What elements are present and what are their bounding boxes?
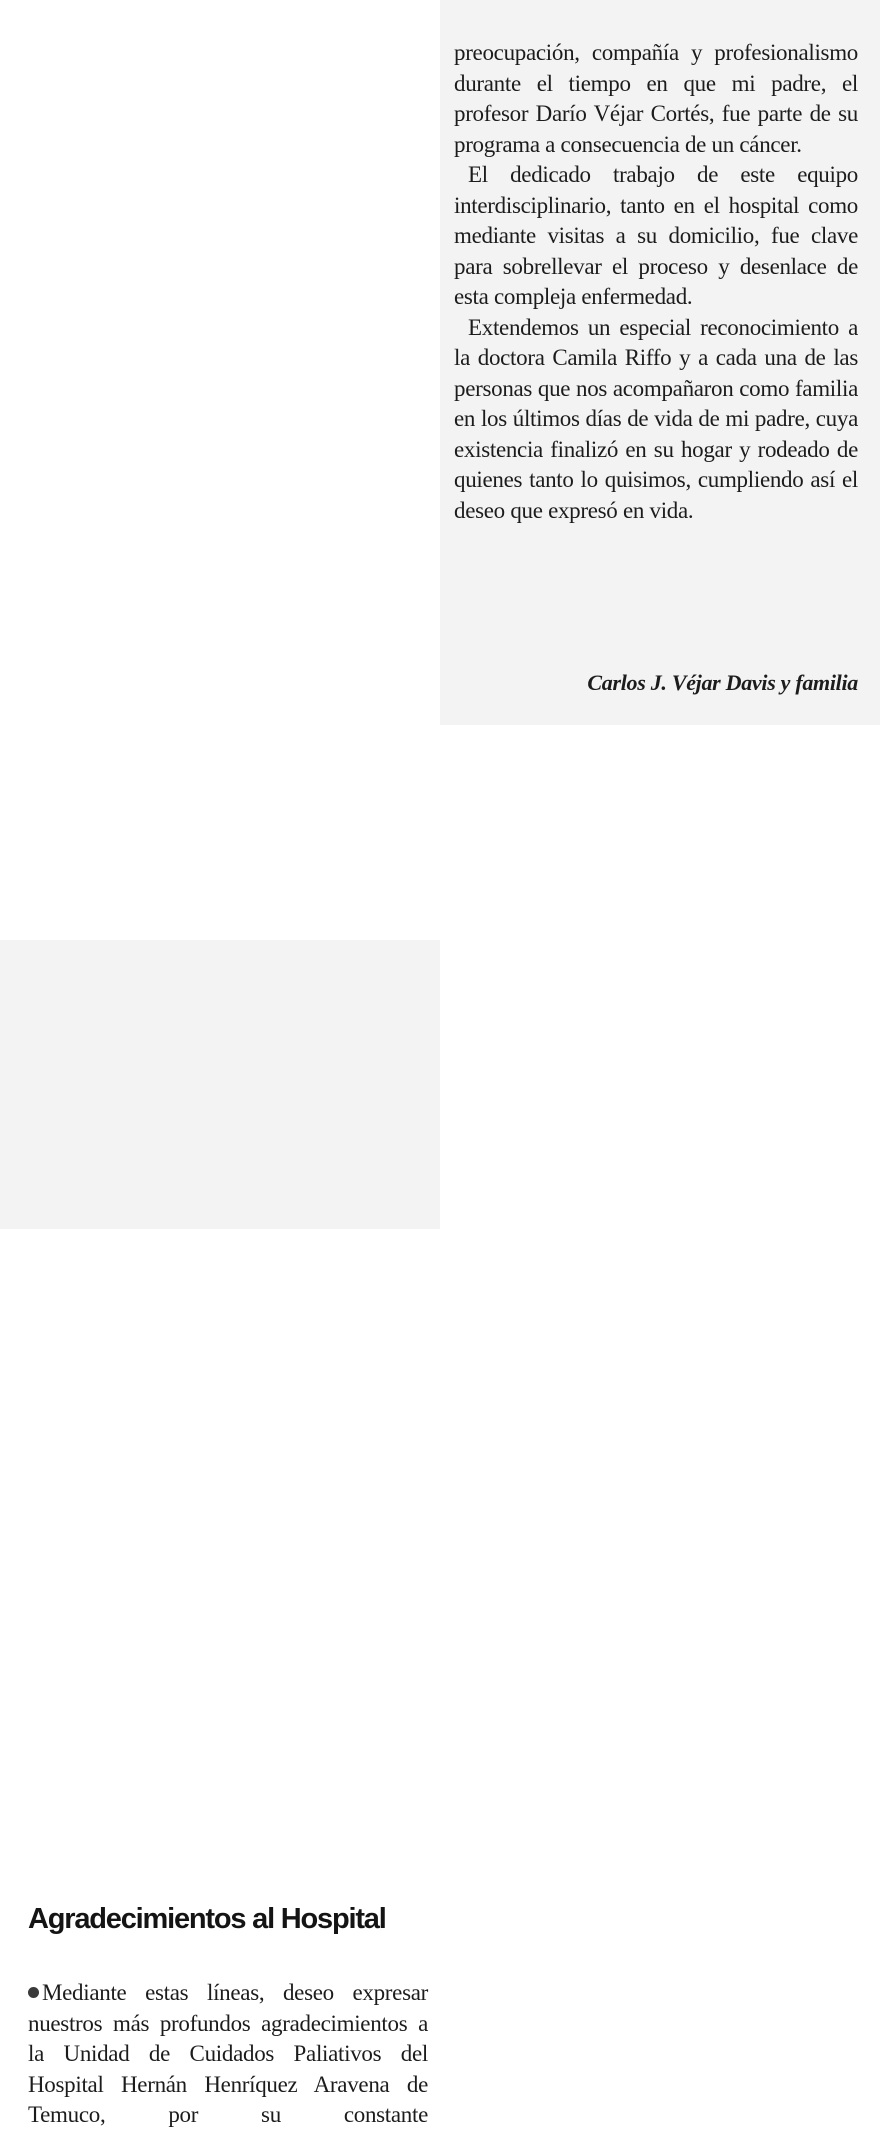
letter-intro-paragraph xyxy=(28,1978,428,2131)
letter-body xyxy=(454,38,858,526)
letter-intro-text: Mediante estas líneas, deseo expresar nuestros más profundos agradecimientos a la Unidad de Cuidados Paliativos del Hospital Hernán Henríquez Aravena de Temuco, por su constante xyxy=(28,1980,428,2127)
letter-signature: Carlos J. Véjar Davis y familia xyxy=(587,670,858,695)
letter-start-column xyxy=(0,940,440,2127)
letter-headline: Agradecimientos al Hospital xyxy=(28,1903,386,1935)
bullet-icon xyxy=(28,1987,39,1998)
letter-intro xyxy=(28,1978,428,2131)
letter-paragraph-1: preocupación, compañía y profesionalismo durante el tiempo en que mi padre, el profesor Darío Véjar Cortés, fue parte de su programa a consecuencia de un cáncer. xyxy=(454,40,858,157)
letter-paragraph-3: Extendemos un especial reconocimiento a la doctora Camila Riffo y a cada una de las personas que nos acompañaron como familia en los últimos días de vida de mi padre, cuya existencia finalizó en su hogar y rodeado de quienes tanto lo quisimos, cumpliendo así el deseo que expresó en vida. xyxy=(454,314,858,523)
letter-continuation-column xyxy=(440,0,880,725)
letter-paragraph-2: El dedicado trabajo de este equipo interdisciplinario, tanto en el hospital como mediante visitas a su domicilio, fue clave para sobrellevar el proceso y desenlace de esta compleja enfermedad. xyxy=(454,162,858,309)
